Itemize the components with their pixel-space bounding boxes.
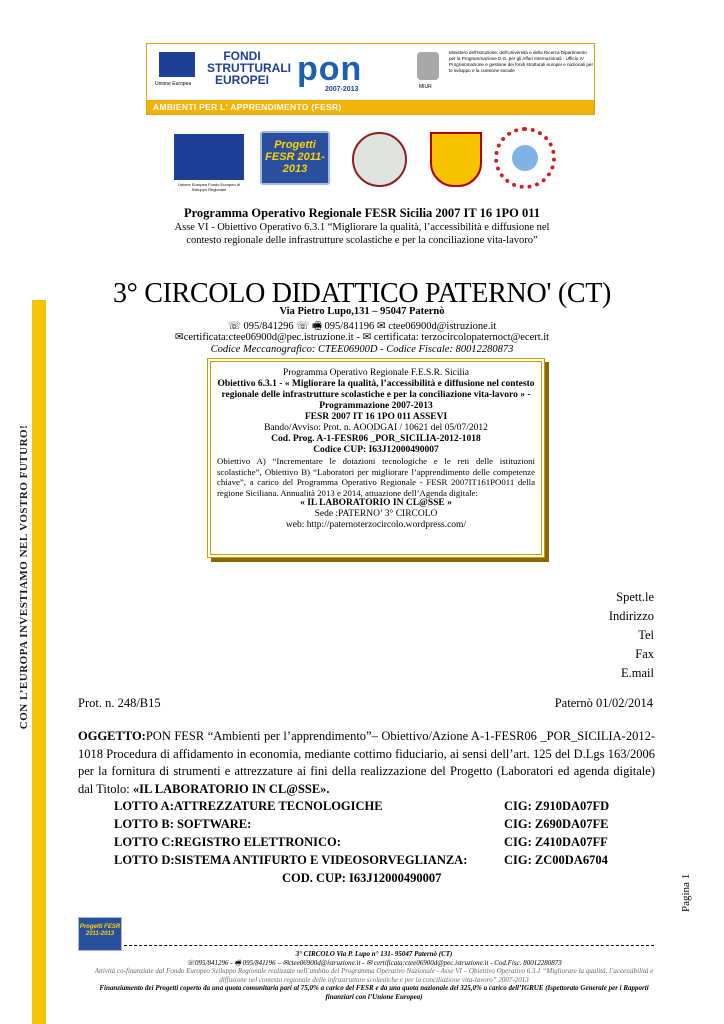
cup-code: COD. CUP: I63J12000490007 (282, 871, 442, 885)
document-date: Paternò 01/02/2014 (554, 696, 653, 710)
eu-flag-logo (174, 134, 244, 180)
protocol-number: Prot. n. 248/B15 (78, 696, 161, 710)
programme-subtitle: Asse VI - Obiettivo Operativo 6.3.1 “Migliorare la qualità, l’accessibilità e diffusione nel contesto regionale delle infrastrutture scolastiche e per la conciliazione vita-lavoro” (174, 222, 550, 246)
recipient-line: Indirizzo (608, 609, 654, 623)
eu-flag-icon (159, 52, 195, 77)
box-line-4: Bando/Avviso: Prot. n. AOODGAI / 10621 del 05/07/2012 (264, 423, 488, 433)
cig-b: CIG: Z690DA07FE (504, 817, 609, 831)
italian-emblem-icon (417, 52, 439, 80)
ministry-text: Ministero dell'Istruzione, dell'Università e della Ricerca Dipartimento per la Programmazione D.G. per gli Affari Internazionali - Ufficio IV Programmazione e gestione dei fondi strutturali europei e nazionali per lo sviluppo e la coesione sociale (449, 50, 594, 73)
lot-c: LOTTO C:REGISTRO ELETTRONICO: (114, 835, 341, 849)
school-name: 3° CIRCOLO DIDATTICO PATERNO' (CT) (112, 278, 612, 309)
school-address: Via Pietro Lupo,131 – 95047 Paternò (279, 306, 445, 317)
lot-d: LOTTO D:SISTEMA ANTIFURTO E VIDEOSORVEGLIANZA: (114, 853, 468, 867)
box-line-8: « IL LABORATORIO IN CL@SSE » (300, 498, 452, 508)
page-number: Pagina 1 (680, 873, 692, 912)
cig-c: CIG: Z410DA07FF (504, 835, 608, 849)
recipient-line: E.mail (621, 666, 654, 680)
footer-divider (124, 945, 654, 946)
box-line-3: FESR 2007 IT 16 1PO 011 ASSEVI (304, 412, 448, 422)
banner-strip: AMBIENTI PER L' APPRENDIMENTO (FESR) (147, 100, 594, 114)
sidebar-slogan: CON L’EUROPA INVESTIAMO NEL VOSTRO FUTURO! (18, 424, 30, 730)
lot-a: LOTTO A:ATTREZZATURE TECNOLOGICHE (114, 799, 383, 813)
fondi-strutturali-logo: FONDI STRUTTURALI EUROPEI (207, 49, 291, 87)
cig-d: CIG: ZC00DA6704 (504, 853, 608, 867)
school-codes: Codice Meccanografico: CTEE06900D - Codice Fiscale: 80012280873 (210, 344, 514, 355)
footer (88, 950, 660, 1001)
box-line-2: Obiettivo 6.3.1 - « Migliorare la qualità, l’accessibilità e diffusione nel contesto regionale delle infrastrutture scolastiche e per la conciliazione vita-lavoro » - Programmazione 2007-2013 (217, 379, 535, 411)
footer-fesr-badge: Progetti FESR 2011-2013 (78, 917, 122, 951)
miur-label: MIUR (419, 84, 432, 90)
subject-label: OGGETTO: (78, 729, 146, 743)
school-contacts: ☏ 095/841296 ☏ 🖷 095/841196 ✉ ctee06900d@istruzione.it (227, 321, 497, 332)
box-line-6: Codice CUP: I63J12000490007 (313, 445, 439, 455)
eu-fund-caption: Unione Europea Fondo Europeo di Sviluppo Regionale (178, 182, 240, 192)
recipient-block (609, 588, 654, 683)
fesr-info-box (207, 358, 545, 558)
subject-text: PON FESR “Ambienti per l’apprendimento”– Obiettivo/Azione A-1-FESR06 _POR_SICILIA-2012-1018 Procedura di affidamento in economia, mediante cottimo fiduciario, ai sensi dell’art. 125 del D.Lgs 163/2006 per la fornitura di strumenti e attrezzature ai fini della realizzazione del Progetto (Laboratori ed agenda digitale) dal Titolo: (78, 729, 655, 796)
box-line-5: Cod. Prog. A-1-FESR06 _POR_SICILIA-2012-1018 (271, 434, 481, 444)
repubblica-emblem-icon (352, 132, 407, 187)
pon-years: 2007-2013 (325, 86, 359, 93)
programme-title: Programma Operativo Regionale FESR Sicilia 2007 IT 16 1PO 011 (183, 206, 541, 220)
school-certified-email: ✉certificata:ctee06900d@pec.istruzione.it - ✉ certificata: terzocircolopaternoct@ecert.it (174, 332, 550, 343)
recipient-line: Fax (635, 647, 654, 661)
box-line-9: Sede :PATERNO’ 3° CIRCOLO (314, 509, 438, 519)
footer-address: 3° CIRCOLO Via P. Lupo n° 131- 95047 Paternò (CT) (295, 950, 453, 958)
subject-paragraph (78, 728, 655, 798)
fesr-badge-logo: Progetti FESR 2011-2013 (260, 131, 330, 185)
footer-contacts: ☏095/841296 - 🖷 095/841196 – ✉ctee06900d@istruzione.it - ✉ certificata:ctee06900d@pec.istruzione.it - Cod.Fisc. 80012280873 (186, 958, 562, 967)
lot-b: LOTTO B: SOFTWARE: (114, 817, 252, 831)
recipient-line: Spett.le (616, 590, 654, 604)
footer-funding-note: Attività co-finanziate dal Fondo Europeo Sviluppo Regionale realizzate nell’ambito del Programma Operativo Nazionale - Asse VI – Obiettivo Operativo 6.3.1 “Migliorare la qualità, l’accessibilità e diffusione nel contesto regionale delle infrastrutture scolastiche e per la conciliazione vita-lavoro” 2007-2013 (94, 967, 654, 984)
recipient-line: Tel (638, 628, 654, 642)
school-children-logo (494, 127, 556, 189)
pon-logo: pon (297, 50, 363, 88)
project-title: «IL LABORATORIO IN CL@SSE». (132, 781, 330, 796)
sicilia-trinacria-icon (430, 132, 482, 187)
eu-caption: Unione Europea (155, 81, 192, 87)
cig-a: CIG: Z910DA07FD (504, 799, 610, 813)
box-line-7: Obiettivo A) “Incrementare le dotazioni tecnologiche e le reti delle istituzioni scolastiche”, Obiettivo B) “Laboratori per migliorare l’apprendimento delle competenze chiave”, a carico del Programma Operativo Regionale - FESR 2007IT161PO011 della regione Siciliana. Annualità 2013 e 2014, attuazione dell’Agenda digitale: (217, 456, 535, 498)
box-web-link[interactable]: web: http://paternoterzocircolo.wordpress.com/ (285, 520, 467, 530)
footer-financing: Finanziamento dei Progetti coperto da una quota comunitaria pari al 75,0% a carico del FESR e da una quota nazionale del 325,0% a carico dell’IGRUE (Ispettorato Generale per i Rapporti finanziari con l’Unione Europea) (99, 984, 649, 1001)
top-banner (146, 43, 595, 115)
box-line-1: Programma Operativo Regionale F.E.S.R. Sicilia (282, 368, 470, 378)
